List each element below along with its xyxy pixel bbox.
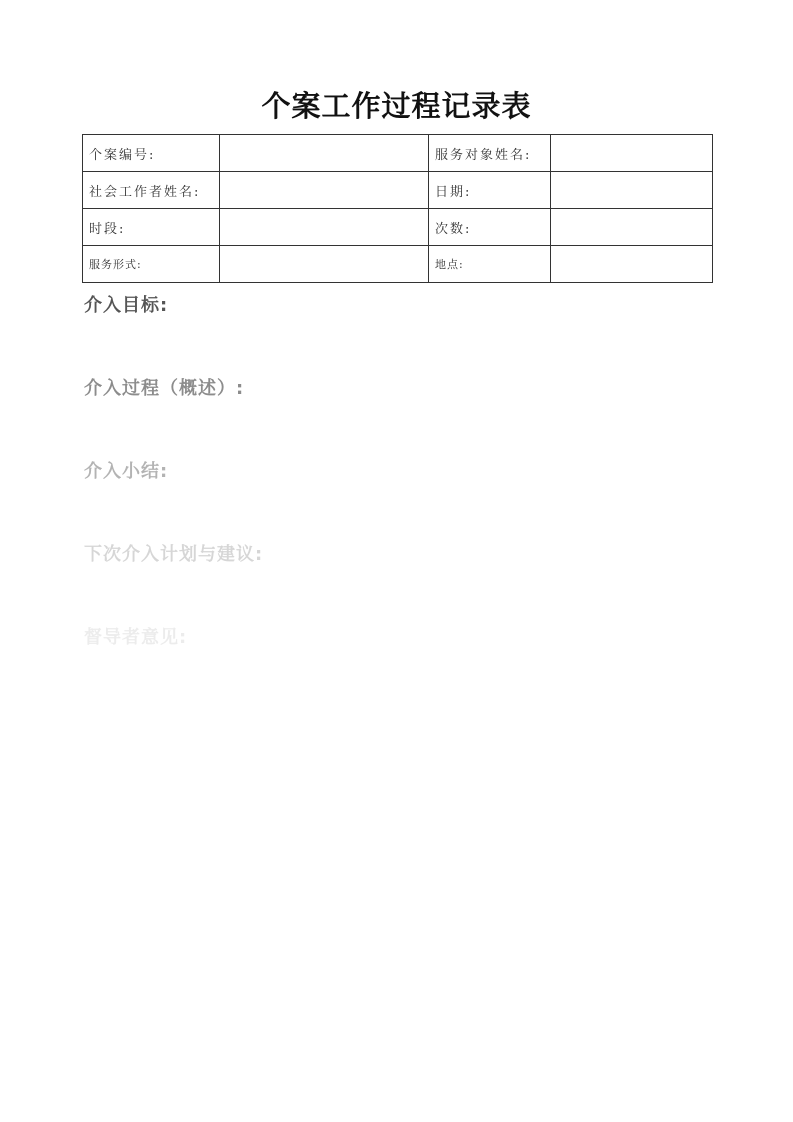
time-period-label: 时段: (83, 209, 220, 246)
case-number-field[interactable] (220, 135, 429, 172)
page-title: 个案工作过程记录表 (261, 89, 532, 123)
session-count-label: 次数: (429, 209, 551, 246)
client-name-field[interactable] (551, 135, 713, 172)
table-row (83, 135, 713, 172)
intervention-summary-heading: 介入小结: (84, 461, 169, 482)
date-field[interactable] (551, 172, 713, 209)
location-label: 地点: (429, 246, 551, 283)
intervention-goal-heading: 介入目标: (84, 295, 169, 316)
service-form-field[interactable] (220, 246, 429, 283)
time-period-field[interactable] (220, 209, 429, 246)
service-form-label: 服务形式: (83, 246, 220, 283)
next-plan-heading: 下次介入计划与建议: (84, 544, 264, 565)
social-worker-name-label: 社会工作者姓名: (83, 172, 220, 209)
table-row (83, 209, 713, 246)
table-row (83, 246, 713, 283)
social-worker-name-field[interactable] (220, 172, 429, 209)
case-number-label: 个案编号: (83, 135, 220, 172)
supervisor-opinion-heading: 督导者意见: (84, 627, 188, 648)
location-field[interactable] (551, 246, 713, 283)
session-count-field[interactable] (551, 209, 713, 246)
date-label: 日期: (429, 172, 551, 209)
case-info-table (82, 134, 713, 283)
client-name-label: 服务对象姓名: (429, 135, 551, 172)
table-row (83, 172, 713, 209)
intervention-process-heading: 介入过程（概述）: (84, 378, 245, 399)
